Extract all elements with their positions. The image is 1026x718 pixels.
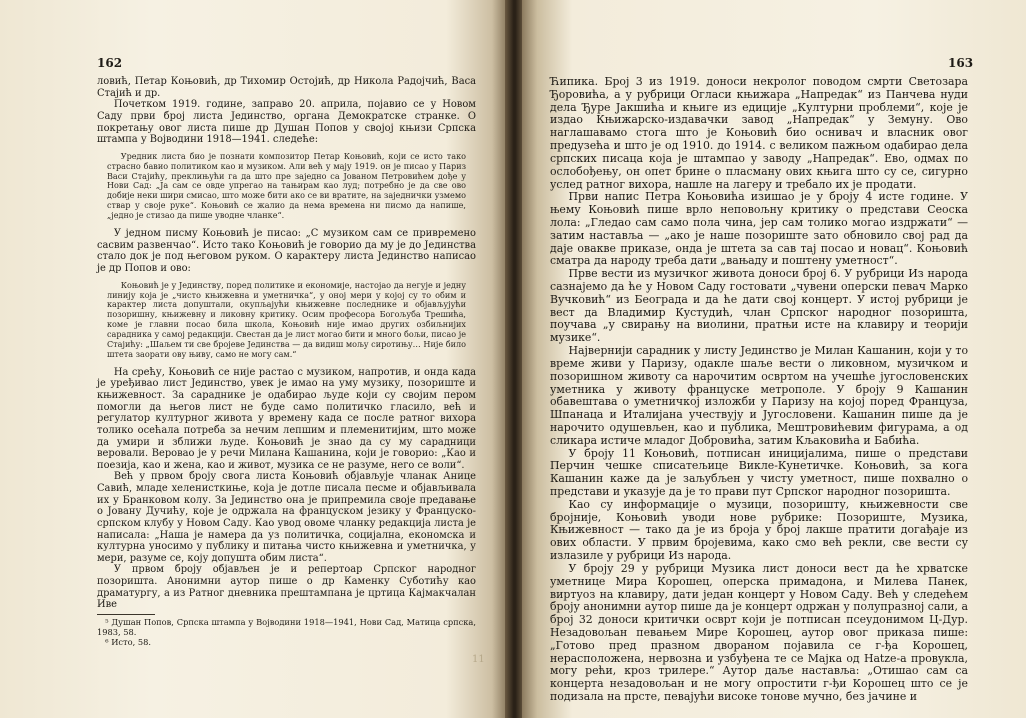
paragraph: ловић, Петар Коњовић, др Тихомир Остојић, др Никола Радојчић, Васа Стајић и др. xyxy=(97,76,476,99)
paragraph: Већ у првом броју свога листа Коњовић објављује чланак Анице Савић, младе хеленисткиње, која је дотле писала песме и објављивала их у Бранковом колу. За Јединство она је припремила своје предавање о Јовану Дучићу, које је одржала на француском језику у Француско-српском клубу у Новом Саду. Као увод овоме чланку редакција листа је написала: „Наша је намера да уз политичка, социјална, економска и културна уносимо у публику и питања чисто књижевна и уметничка, у мери, разуме се, коју допушта обим листа“. xyxy=(97,471,476,564)
left-page xyxy=(0,0,507,718)
paragraph: У броју 29 у рубрици Музика лист доноси вест да ће хрватске уметнице Мира Корошец, оперска примадона, и Милева Панек, виртуоз на клавиру, дати један концерт у Новом Саду. Већ у следећем броју анонимни аутор пише да је концерт одржан у полупразној сали, а број 32 доноси критички осврт који је потписан псеудонимом Ц-Дур. Незадовољан певањем Мире Корошец, аутор овог приказа пише: „Готово пред празном дворaном појавила се г-ђа Корошец, нерасположена, нервозна и узбуђена те се Мајка од Hatze-a провукла, могу рећи, крoз трилере.“ Аутор даље наставља: „Отишао сам са концерта незадовољан и не могу опростити г-ђи Корошец што се је подизала на прсте, певајући високе тонове мучно, без јачине и xyxy=(550,561,968,703)
footnote: ⁵ Душан Попов, Српска штампа у Војводини 1918—1941, Нови Сад, Матица српска, 1983, 58. xyxy=(97,616,476,637)
page-number: 162 xyxy=(97,56,123,70)
paragraph: На срећу, Коњовић се није растао с музиком, напротив, и онда када је уређивао лист Јединство, увек је имао на уму музику, позориште и књижевност. За сараднике је одабирао људе који су својим пером помогли да његов лист не буде само политичко гласило, већ и регулатор културног живота у времену када се после ратног вихора толико осећала потреба за нечим лепшим и племенитијим, што може да умири и зближи људе. Коњовић је знао да су му сарадници веровали. Веровао је у речи Милана Кашанина, који је говорио: „Као и поезија, као и жена, као и живот, музика се не разуме, него се воли“. xyxy=(97,366,476,471)
footnote: ⁶ Исто, 58. xyxy=(105,636,151,647)
paragraph: Ћипика. Број 3 из 1919. доноси некролог поводом смрти Светозара Ђоровића, а у рубрици Огласи књижара „Напредак“ из Панчева нуди дела Ђуре Јакшића и књиге из едиције „Културни проблеми“, које је издао Књижарско-издавачки завод „Напредак“ у Земуну. Ово наглашавамо стога што је Коњовић био оснивач и власник овог предузећа и што је од 1910. до 1914. с великом пажњом одабирао дела српских писаца која је штампао у заводу „Напредак“. Ево, одмах по ослобођењу, он опет брине о пласману ових књига што су се, сигурно услед ратног вихора, нашле на лагеру и требало их је продати. xyxy=(550,75,968,191)
bleed-mark: 11 xyxy=(472,654,485,665)
paragraph: У једном писму Коњовић је писао: „С музиком сам се привремено сасвим развенчао“. Исто тако Коњовић је говорио да му је до Јединства стало док је под његовом руком. О карактеру листа Јединство написао је др Попов и ово: xyxy=(97,228,476,274)
paragraph: У првом броју објављен је и репертоар Српског народног позоришта. Анонимни аутор пише о др Каменку Суботићу као драматургу, а из Ратног дневника прештампана је цртица Кајмакчалан Иве xyxy=(97,564,476,611)
paragraph: У броју 11 Коњовић, потписан иницијалима, пише о представи Перчин чешке списатељице Викле-Кунетичке. Коњовић, за кога Кашанин каже да је заљубљен у чисту уметност, пише похвално о представи и указује да је то прави пут Српског народног позоришта. xyxy=(550,446,968,498)
paragraph: Прве вести из музичког живота доноси број 6. У рубрици Из народа сазнајемо да ће у Новом Саду гостовати „чувени оперски певач Марко Вучковић“ из Београда и да ће дати свој концерт. У истој рубрици је вест да Владимир Кустудић, члан Српског народног позоришта, поучава „у свирању на виолини, пратњи исте на клавиру и теорији музике“. xyxy=(550,267,968,345)
right-page xyxy=(522,0,1026,718)
text-column xyxy=(550,76,968,704)
block-quote: Уредник листа био је познати композитор Петар Коњовић, који се исто тако страсно бавио политиком као и музиком. Али већ у мају 1919. он је писао у Париз Васи Стајићу, преклињући га да што пре заједно са Јованом Петровићем дође у Нови Сад: „Ја сам се овде упрегао на тањирам као луд; потребно је да све ово добије неки шири смисао, што може бити ако се ви вратите, на заједнички узмемо ствар у своје руке“. Коњовић се жалио да нема времена ни писмо да напише, „једно је стизао да пише уводне чланке“. xyxy=(107,150,466,221)
text-column xyxy=(97,76,476,647)
paragraph: Први напис Петра Коњовића изишао је у броју 4 исте године. У њему Коњовић пише врло неповољну критику о представи Сеоска лола: „Гледао сам само пола чина, јер сам толико могао издржати“ — затим наставља — „ако је наше позориште зато обновило свој рад да даје овакве приказе, онда је штета за сав тај посао и новац“. Коњовић сматра да народу треба дати „вањаду и поштену уметност“. xyxy=(550,190,968,268)
block-quote: Коњовић је у Јединству, поред политике и економије, настојао да негује и једну линију која је „чисто књижевна и уметничка“, у оној мери у којој су то обим и карактер листа допуштали, окупљајући књижевне последнике и објављујући позоришну, књижевну и ликовну критику. Осим професора Богољуба Трешића, коме је главни посао била школа, Коњовић није имао других озбиљнијих сарадника у самој редакцији. Свестан да је лист могао бити и много бољи, писао је Стајићу: „Шаљем ти све бројеве Јединства — да видиш мољу сиротињу… Није било штета заорати ову њиву, само не могу сам.“ xyxy=(107,279,466,359)
footnote-rule xyxy=(97,614,155,615)
paragraph: Почетком 1919. године, заправо 20. априла, појавио се у Новом Саду први број листа Јединство, органа Демократске странке. О покретању овог листа пише др Душан Попов у својој књизи Српска штампа у Војводини 1918—1941. следеће: xyxy=(97,99,476,146)
paragraph: Највернији сарадник у листу Јединство је Милан Кашанин, који у то време живи у Паризу, одакле шаље вести о ликовном, музичком и позоришном животу са нарочитим освртом на учешће југословенских уметника у животу француске метрополе. У броју 9 Кашанин обавештава о уметничкој изложби у Паризу на којој поред Француза, Шпанаца и Италијана учествују и Југословени. Кашанин пише да је нарочито одушевљен, као и публика, Мештровићевим фигурама, а од сликара истиче младог Добровића, затим Кљаковића и Бабића. xyxy=(550,344,968,447)
paragraph: Као су информације о музици, позоришту, књижевности све бројније, Коњовић уводи нове рубрике: Позориште, Музика, Књижевност — тако да је из броја у број лакше пратити догађаје из ових области. У првим бројевима, како смо већ рекли, све вести су излазиле у рубрици Из народа. xyxy=(550,497,968,563)
page-number: 163 xyxy=(948,56,974,70)
